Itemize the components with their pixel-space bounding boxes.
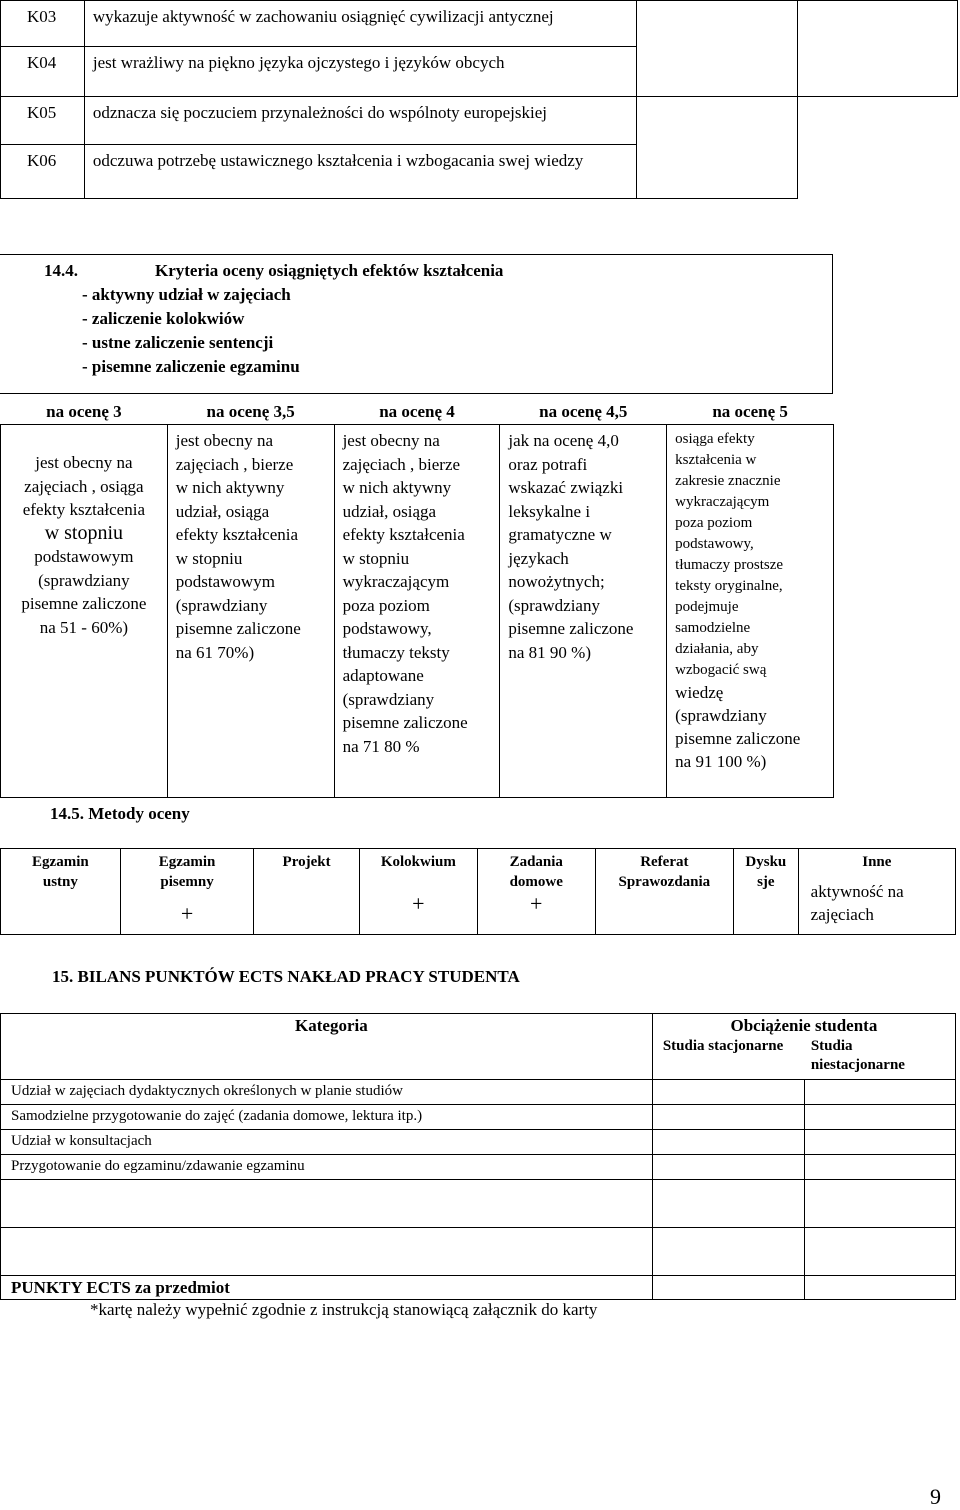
ects-row-label [1,1180,653,1228]
method-cell: Dysku sje [734,849,799,935]
competence-text: wykazuje aktywność w zachowaniu osiągnięć cywilizacji antycznej [84,1,636,47]
ects-full-time-header: Studia stacjonarne [662,1038,784,1054]
page-number: 9 [930,1484,941,1509]
grade-description-5: osiąga efekty kształcenia w zakresie znacznie wykraczającym poza poziom podstawowy, tłumaczy prostsze teksty oryginalne, podejmuje samodzielne działania, aby wzbogacić swą wiedzę (sprawdziany pisemne zaliczone na 91 100 %) [667,425,834,798]
methods-table [0,848,956,935]
grade-header: na ocenę 3,5 [206,402,295,421]
criteria-box [0,254,833,394]
methods-section-title: 14.5. Metody oceny [50,804,190,823]
competence-code: K06 [1,145,85,199]
criteria-title: Kryteria oceny osiągniętych efektów kształcenia [155,261,504,280]
ects-category-header: Kategoria [1,1014,653,1080]
method-cell: Egzamin pisemny + [120,849,253,935]
ects-table [0,1013,956,1300]
criteria-item: - pisemne zaliczenie egzaminu [82,357,300,376]
method-cell: Egzamin ustny [1,849,121,935]
grade-description-3-5: jest obecny na zajęciach , bierze w nich aktywny udział, osiąga efekty kształcenia w stopniu podstawowym (sprawdziany pisemne zaliczone na 61 70%) [167,425,334,798]
ects-row-label: Przygotowanie do egzaminu/zdawanie egzaminu [1,1155,653,1180]
criteria-item: - aktywny udział w zajęciach [82,285,291,304]
ects-section-title: 15. BILANS PUNKTÓW ECTS NAKŁAD PRACY STUDENTA [52,967,520,986]
competence-text: odznacza się poczuciem przynależności do wspólnoty europejskiej [84,97,636,145]
grade-header: na ocenę 5 [712,402,788,421]
grades-table [0,402,834,798]
competences-table [0,0,958,199]
grade-description-3: jest obecny na zajęciach , osiąga efekty kształcenia w stopniu podstawowym (sprawdziany pisemne zaliczone na 51 - 60%) [1,425,168,798]
grade-header: na ocenę 4,5 [539,402,628,421]
ects-row-label: Samodzielne przygotowanie do zajęć (zadania domowe, lektura itp.) [1,1105,653,1130]
criteria-number: 14.4. [44,261,78,280]
grade-description-4-5: jak na ocenę 4,0 oraz potrafi wskazać związki leksykalne i gramatyczne w językach nowożytnych; (sprawdziany pisemne zaliczone na 81 90 %) [500,425,667,798]
ects-row-label [1,1228,653,1276]
competence-code: K05 [1,97,85,145]
method-cell: Inne aktywność na zajęciach [798,849,955,935]
method-cell: Projekt [254,849,360,935]
method-cell: Referat Sprawozdania [595,849,733,935]
criteria-item: - zaliczenie kolokwiów [82,309,245,328]
footnote: *kartę należy wypełnić zgodnie z instrukcją stanowiącą załącznik do karty [90,1300,598,1319]
grade-header: na ocenę 3 [46,402,122,421]
ects-total-label: PUNKTY ECTS za przedmiot [1,1276,653,1300]
method-cell: Kolokwium + [359,849,477,935]
competence-code: K03 [1,1,85,47]
method-cell: Zadania domowe + [477,849,595,935]
grade-description-4: jest obecny na zajęciach , bierze w nich aktywny udział, osiąga efekty kształcenia w stopniu wykraczającym poza poziom podstawowy, tłumaczy teksty adaptowane (sprawdziany pisemne zaliczone na 71 80 % [334,425,500,798]
competence-text: odczuwa potrzebę ustawicznego kształcenia i wzbogacania swej wiedzy [84,145,636,199]
grade-header: na ocenę 4 [379,402,455,421]
ects-row-label: Udział w zajęciach dydaktycznych określonych w planie studiów [1,1080,653,1105]
ects-part-time-header: Studia niestacjonarne [810,1038,905,1073]
ects-row-label: Udział w konsultacjach [1,1130,653,1155]
competence-text: jest wrażliwy na piękno języka ojczystego i języków obcych [84,47,636,97]
criteria-item: - ustne zaliczenie sentencji [82,333,274,352]
ects-load-header: Obciążenie studenta Studia stacjonarne Studia niestacjonarne [652,1014,955,1080]
competence-code: K04 [1,47,85,97]
